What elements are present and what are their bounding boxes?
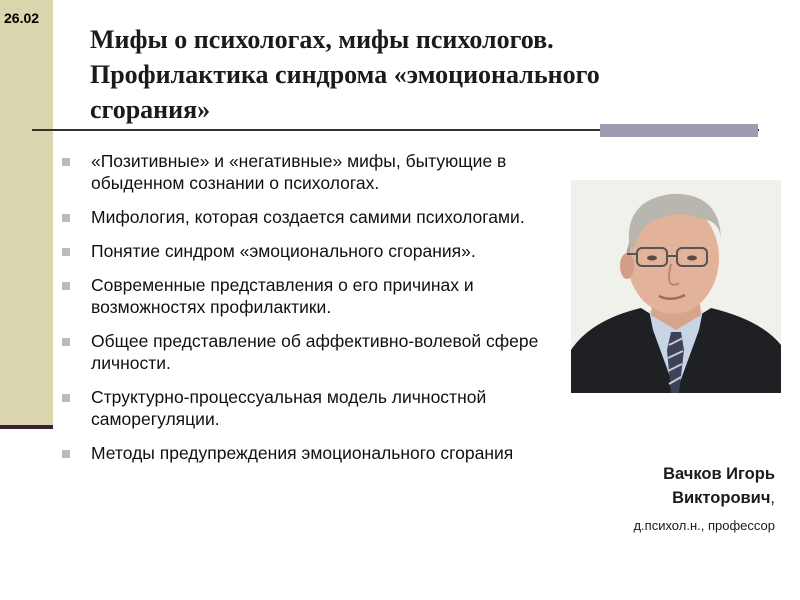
topic-text: Методы предупреждения эмоционального сгорания <box>91 443 514 463</box>
author-patronymic: Викторович <box>672 489 771 507</box>
topic-text: Современные представления о его причинах и возможностях профилактики. <box>91 275 474 317</box>
topic-text: «Позитивные» и «негативные» мифы, бытующие в обыденном сознании о психологах. <box>91 151 507 193</box>
author-name-line2 <box>560 486 775 510</box>
slide-date: 26.02 <box>4 10 40 26</box>
author-comma: , <box>770 489 775 507</box>
author-photo <box>571 180 781 393</box>
title-line: Мифы о психологах, мифы психологов. <box>90 25 554 54</box>
left-accent-underline <box>0 425 53 429</box>
title-line: Профилактика синдрома «эмоционального <box>90 60 600 89</box>
topic-item <box>60 442 550 464</box>
author-degree: д.психол.н., профессор <box>633 518 775 533</box>
square-bullet-icon <box>62 394 70 402</box>
square-bullet-icon <box>62 282 70 290</box>
topic-text: Общее представление об аффективно-волевой сфере личности. <box>91 331 539 373</box>
topic-text: Структурно-процессуальная модель личностной саморегуляции. <box>91 387 487 429</box>
square-bullet-icon <box>62 338 70 346</box>
title-line: сгорания» <box>90 95 211 124</box>
author-name-line1: Вачков Игорь <box>663 465 775 483</box>
square-bullet-icon <box>62 248 70 256</box>
square-bullet-icon <box>62 450 70 458</box>
title-accent-block <box>600 124 758 137</box>
author-caption <box>560 462 775 536</box>
topic-text: Понятие синдром «эмоционального сгорания». <box>91 241 476 261</box>
topic-item <box>60 150 550 194</box>
square-bullet-icon <box>62 158 70 166</box>
topic-item <box>60 330 550 374</box>
topic-item <box>60 386 550 430</box>
topic-item <box>60 240 550 262</box>
slide-title <box>90 22 770 127</box>
topic-text: Мифология, которая создается самими психологами. <box>91 207 525 227</box>
topic-list <box>60 150 550 476</box>
square-bullet-icon <box>62 214 70 222</box>
left-accent-bar <box>0 0 53 425</box>
topic-item <box>60 274 550 318</box>
topic-item <box>60 206 550 228</box>
